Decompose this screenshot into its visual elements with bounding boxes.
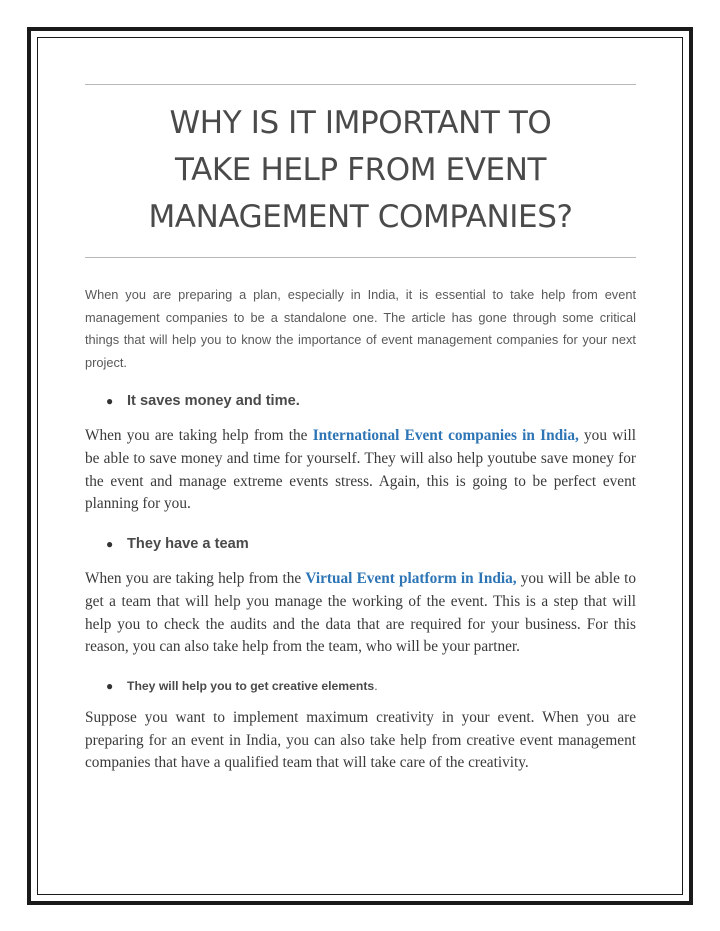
- section-heading-text: They have a team: [127, 536, 249, 553]
- title-line: WHY IS IT IMPORTANT TO: [169, 105, 552, 141]
- section-paragraph: Suppose you want to implement maximum creativity in your event. When you are preparing for an event in India, you can also take help from creative event management companies that have a qualified team that will take care of the creativity.: [85, 709, 636, 772]
- paragraph-text: When you are taking help from the: [85, 570, 306, 588]
- section-heading-text: It saves money and time.: [127, 393, 300, 410]
- section-paragraph: [85, 425, 636, 516]
- bullet-icon: ●: [106, 679, 114, 693]
- section-heading-saves-money: [106, 393, 636, 409]
- section-paragraph: [85, 568, 636, 659]
- international-event-companies-link[interactable]: International Event companies in India,: [312, 427, 579, 445]
- paragraph-text: When you are taking help from the: [85, 427, 313, 445]
- title-bottom-rule: [85, 257, 636, 258]
- title-top-rule: [85, 84, 636, 85]
- bullet-icon: ●: [106, 537, 114, 552]
- title-line: MANAGEMENT COMPANIES?: [148, 199, 573, 235]
- document-body: [85, 84, 636, 775]
- section-heading-creative: [106, 679, 636, 693]
- paragraph-text: you will be able to get a team that will help you manage the working of the event. This is a step that will help you to check the audits and the data that are required for your business. For this reason, you can also take help from the team, who will be your partner.: [85, 570, 636, 656]
- virtual-event-platform-link[interactable]: Virtual Event platform in India,: [305, 570, 517, 588]
- intro-paragraph: When you are preparing a plan, especially in India, it is essential to take help from event management companies to be a standalone one. The article has gone through some critical things that will help you to know the importance of event management companies for your next project.: [85, 287, 636, 370]
- section-heading-trail: .: [374, 679, 378, 693]
- paragraph-text: you will be able to save money and time for yourself. They will also help youtube save money for the event and manage extreme events stress. Again, this is going to be perfect event planning for you.: [85, 427, 637, 513]
- section-heading-text: They will help you to get creative elements: [127, 679, 375, 693]
- title-line: TAKE HELP FROM EVENT: [174, 152, 547, 188]
- bullet-icon: ●: [106, 394, 114, 409]
- section-heading-team: [106, 536, 636, 552]
- page-title: [85, 100, 636, 241]
